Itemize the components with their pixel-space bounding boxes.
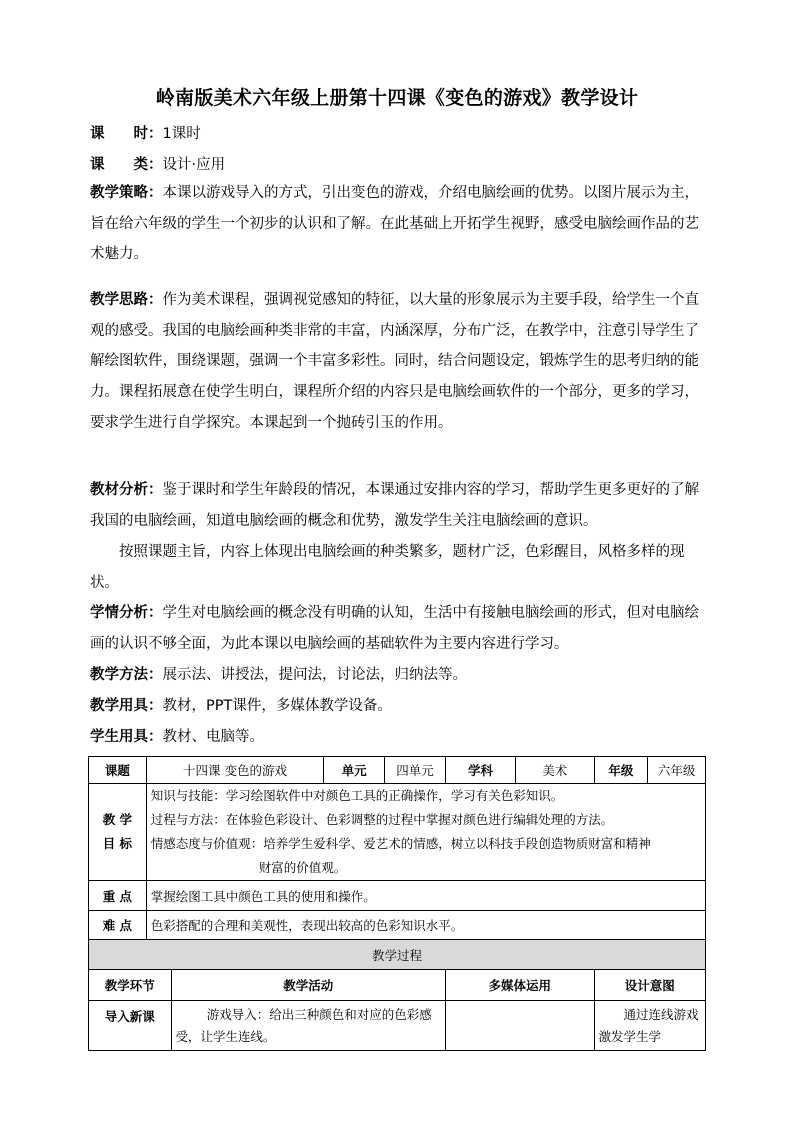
row-stage: 导入新课 [89, 1001, 172, 1051]
unit-label: 单元 [324, 757, 385, 784]
student-analysis-label: 学情分析： [90, 605, 163, 621]
unit-value: 四单元 [385, 757, 446, 784]
info-duration-label: 课 时： [90, 126, 163, 142]
teaching-methods [90, 660, 706, 691]
row-media [445, 1001, 594, 1051]
subject-label: 学科 [445, 757, 515, 784]
goal-attitude-cont: 财富的价值观。 [258, 860, 347, 875]
student-tools [90, 722, 706, 753]
difficulty-label: 难 点 [89, 911, 147, 940]
table-row-key [89, 881, 706, 911]
info-type-value: 设计·应用 [162, 157, 226, 173]
key-point-value: 掌握绘图工具中颜色工具的使用和操作。 [146, 881, 705, 911]
info-duration [90, 124, 706, 144]
goals-label: 教 学 目 标 [89, 784, 147, 881]
goal-attitude: 情感态度与价值观：培养学生爱科学、爱艺术的情感，树立以科技手段创造物质财富和精神 [150, 836, 651, 851]
grade-value: 六年级 [648, 757, 706, 784]
teaching-methods-label: 教学方法： [90, 667, 163, 683]
student-tools-text: 教材、电脑等。 [162, 729, 264, 745]
subject-value: 美术 [516, 757, 594, 784]
teaching-methods-text: 展示法、讲授法，提问法，讨论法，归纳法等。 [162, 667, 467, 683]
teaching-thinking [90, 285, 706, 439]
lesson-plan-table [88, 756, 706, 1051]
topic-value: 十四课 变色的游戏 [146, 757, 323, 784]
student-analysis [90, 598, 706, 659]
material-analysis-extra: 按照课题主旨，内容上体现出电脑绘画的种类繁多，题材广泛，色彩醒目，风格多样的现状。 [90, 544, 685, 591]
header-stage: 教学环节 [89, 970, 172, 1001]
teaching-tools-text: 教材，PPT课件，多媒体教学设备。 [162, 698, 392, 714]
teaching-thinking-label: 教学思路： [90, 292, 163, 308]
student-tools-label: 学生用具： [90, 729, 163, 745]
table-row-process-title [89, 940, 706, 970]
table-row-goals [89, 784, 706, 881]
goals-content [146, 784, 705, 881]
student-analysis-text: 学生对电脑绘画的概念没有明确的认知，生活中有接触电脑绘画的形式，但对电脑绘画的认识不够全面，为此本课以电脑绘画的基础软件为主要内容进行学习。 [90, 605, 699, 652]
info-type-label: 课 类： [90, 157, 163, 173]
teaching-thinking-text: 作为美术课程，强调视觉感知的特征，以大量的形象展示为主要手段，给学生一个直观的感受。我国的电脑绘画种类非常的丰富，内涵深厚，分布广泛，在教学中，注意引导学生了解绘图软件，围绕课题，强调一个丰富多彩性。同时，结合问题设定，锻炼学生的思考归纳的能力。课程拓展意在使学生明白，课程所介绍的内容只是电脑绘画软件的一个部分，更多的学习，要求学生进行自学探究。本课起到一个抛砖引玉的作用。 [90, 292, 699, 431]
row-intent: 通过连线游戏激发学生学 [594, 1001, 706, 1051]
teaching-strategy [90, 178, 706, 270]
material-analysis-text: 鉴于课时和学生年龄段的情况，本课通过安排内容的学习，帮助学生更多更好的了解我国的电脑绘画，知道电脑绘画的概念和优势，激发学生关注电脑绘画的意识。 [90, 482, 699, 529]
key-point-label: 重 点 [89, 881, 147, 911]
teaching-strategy-label: 教学策略： [90, 185, 163, 201]
goal-process: 过程与方法：在体验色彩设计、色彩调整的过程中掌握对颜色进行编辑处理的方法。 [150, 812, 614, 827]
header-intent: 设计意图 [594, 970, 706, 1001]
header-activity: 教学活动 [171, 970, 445, 1001]
topic-label: 课题 [89, 757, 147, 784]
grade-label: 年级 [594, 757, 648, 784]
table-row [89, 1001, 706, 1051]
header-media: 多媒体运用 [445, 970, 594, 1001]
row-activity: 游戏导入：给出三种颜色和对应的色彩感受，让学生连线。 [171, 1001, 445, 1051]
teaching-strategy-text: 本课以游戏导入的方式，引出变色的游戏，介绍电脑绘画的优势。以图片展示为主，旨在给六年级的学生一个初步的认识和了解。在此基础上开拓学生视野，感受电脑绘画作品的艺术魅力。 [90, 185, 699, 263]
process-title: 教学过程 [89, 940, 706, 970]
table-row-meta [89, 757, 706, 784]
teaching-tools-label: 教学用具： [90, 698, 163, 714]
material-analysis-label: 教材分析： [90, 482, 163, 498]
goal-knowledge: 知识与技能：学习绘图软件中对颜色工具的正确操作，学习有关色彩知识。 [150, 788, 564, 803]
document-title: 岭南版美术六年级上册第十四课《变色的游戏》教学设计 [155, 87, 639, 109]
difficulty-value: 色彩搭配的合理和美观性，表现出较高的色彩知识水平。 [146, 911, 705, 940]
table-row-difficulty [89, 911, 706, 940]
material-analysis [90, 475, 706, 536]
teaching-tools [90, 691, 706, 722]
info-duration-value: 1课时 [162, 126, 201, 142]
info-type [90, 155, 706, 175]
table-row-headers [89, 970, 706, 1001]
